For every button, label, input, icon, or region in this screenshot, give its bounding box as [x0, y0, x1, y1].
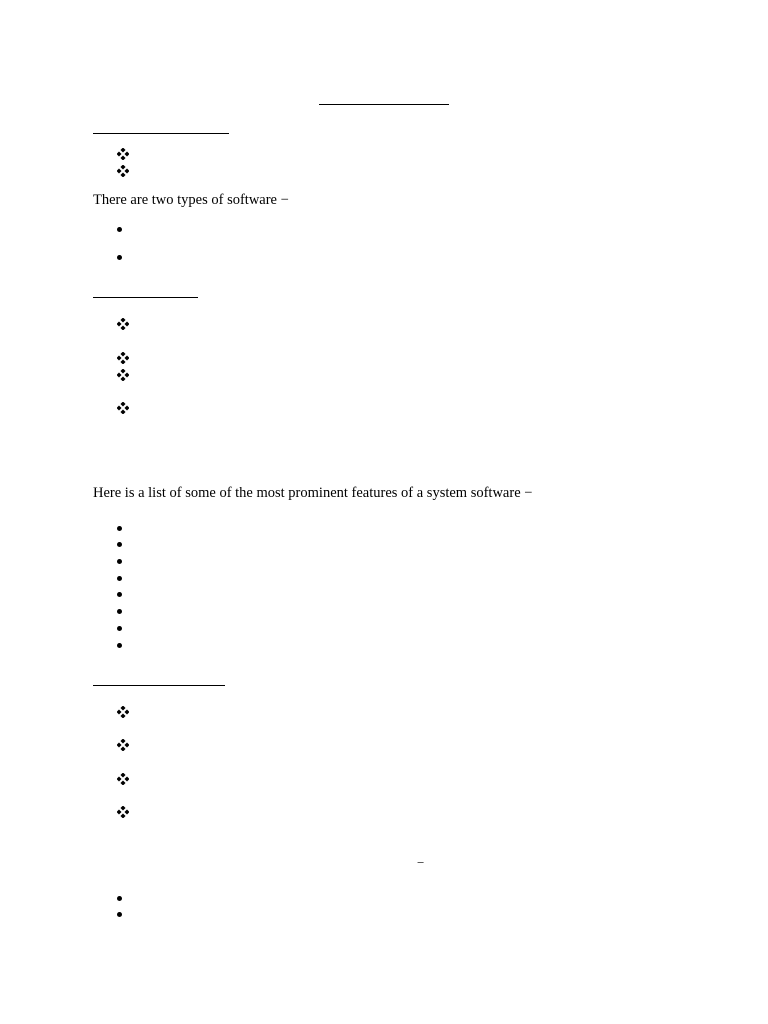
round-bullet-icon: [117, 559, 122, 564]
round-bullet-icon: [117, 912, 122, 917]
paragraph-system-software-features: Here is a list of some of the most prominent features of a system software −: [93, 485, 533, 501]
section-heading-underline: [93, 133, 229, 134]
section-heading-underline: [93, 685, 225, 686]
trailing-dash: −: [417, 855, 425, 870]
round-bullet-icon: [117, 896, 122, 901]
section-heading-underline: [93, 297, 198, 298]
round-bullet-icon: [117, 227, 122, 232]
round-bullet-icon: [117, 643, 122, 648]
diamond-bullet-icon: [117, 148, 129, 160]
paragraph-software-types: There are two types of software −: [93, 192, 289, 208]
diamond-bullet-icon: [117, 806, 129, 818]
round-bullet-icon: [117, 592, 122, 597]
round-bullet-icon: [117, 542, 122, 547]
diamond-bullet-icon: [117, 318, 129, 330]
round-bullet-icon: [117, 609, 122, 614]
round-bullet-icon: [117, 526, 122, 531]
diamond-bullet-icon: [117, 706, 129, 718]
round-bullet-icon: [117, 255, 122, 260]
round-bullet-icon: [117, 626, 122, 631]
diamond-bullet-icon: [117, 773, 129, 785]
diamond-bullet-icon: [117, 165, 129, 177]
diamond-bullet-icon: [117, 739, 129, 751]
round-bullet-icon: [117, 576, 122, 581]
title-underline: [319, 104, 449, 105]
diamond-bullet-icon: [117, 352, 129, 364]
diamond-bullet-icon: [117, 402, 129, 414]
diamond-bullet-icon: [117, 369, 129, 381]
